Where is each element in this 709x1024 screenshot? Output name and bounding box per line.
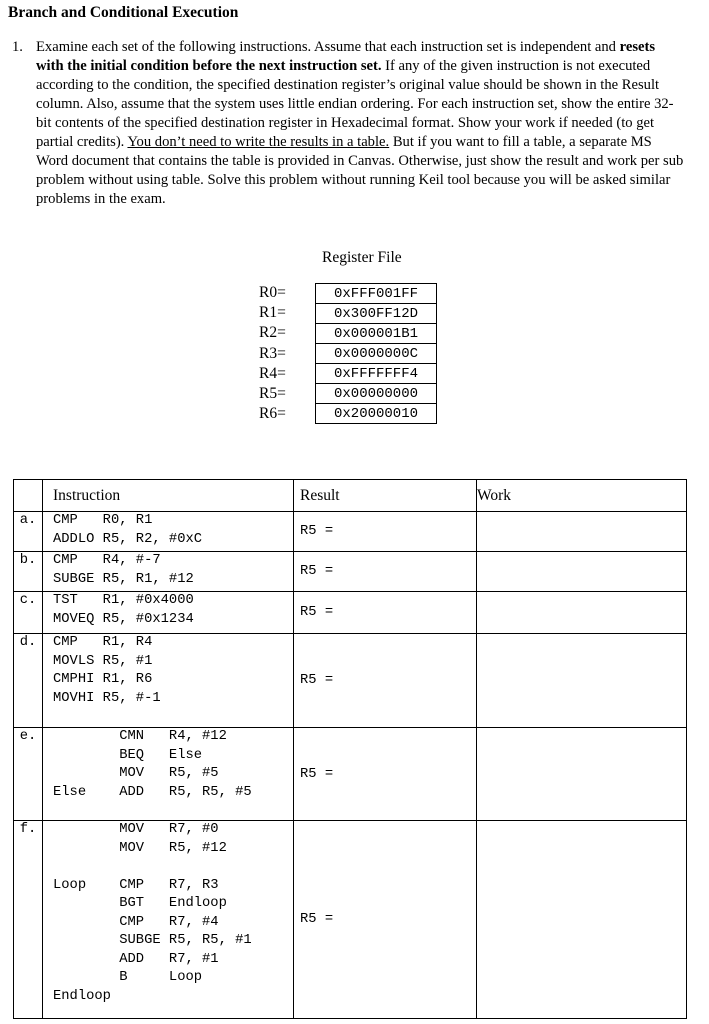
instruction-line: CMP R1, R4 bbox=[53, 635, 153, 650]
register-value: 0x300FF12D bbox=[316, 304, 437, 324]
instruction-line: BGT Endloop bbox=[53, 896, 227, 911]
result-cell bbox=[294, 592, 477, 634]
result-cell bbox=[294, 512, 477, 552]
row-label: e. bbox=[14, 728, 43, 821]
result-cell bbox=[294, 728, 477, 821]
instruction-line: MOVEQ R5, #0x1234 bbox=[53, 611, 194, 627]
question-text-part3: But if you want to fill a table, a separate MS Word document that contains the table is provided in Canvas. Otherwise, just show the result and work per sub problem without using table. Solve this problem without running Keil tool because you will be asked similar problems in the exam. bbox=[36, 134, 684, 207]
register-value: 0x000001B1 bbox=[316, 324, 437, 344]
result-text: R5 = bbox=[300, 564, 334, 579]
header-label-cell bbox=[14, 480, 43, 512]
result-cell bbox=[294, 552, 477, 592]
result-cell bbox=[294, 821, 477, 1019]
result-text: R5 = bbox=[300, 766, 334, 782]
register-label: R5= bbox=[259, 385, 286, 403]
register-row bbox=[316, 384, 437, 404]
instruction-cell bbox=[43, 592, 294, 634]
instruction-line: MOV R5, #12 bbox=[53, 840, 227, 856]
table-row bbox=[14, 634, 687, 728]
instruction-line: SUBGE R5, R5, #1 bbox=[53, 933, 252, 948]
work-cell[interactable] bbox=[477, 821, 687, 1019]
instruction-cell bbox=[43, 728, 294, 821]
register-value: 0x0000000C bbox=[316, 344, 437, 364]
header-work: Work bbox=[477, 480, 687, 512]
instruction-line: CMPHI R1, R6 bbox=[53, 672, 153, 687]
register-label: R2= bbox=[259, 324, 286, 342]
instruction-line: MOVHI R5, #-1 bbox=[53, 690, 161, 706]
work-cell[interactable] bbox=[477, 592, 687, 634]
row-label: d. bbox=[14, 634, 43, 728]
table-row bbox=[14, 728, 687, 821]
table-header-row bbox=[14, 480, 687, 512]
question-text bbox=[36, 38, 684, 209]
instruction-cell bbox=[43, 821, 294, 1019]
page-title: Branch and Conditional Execution bbox=[8, 4, 239, 21]
work-cell[interactable] bbox=[477, 512, 687, 552]
instruction-line: TST R1, #0x4000 bbox=[53, 593, 194, 608]
row-label: f. bbox=[14, 821, 43, 1019]
table-row bbox=[14, 821, 687, 1019]
instruction-line: ADDLO R5, R2, #0xC bbox=[53, 531, 203, 547]
question-text-bold: resets with the initial condition before the next instruction set. bbox=[36, 39, 656, 74]
work-cell[interactable] bbox=[477, 552, 687, 592]
register-row bbox=[316, 344, 437, 364]
instruction-line: SUBGE R5, R1, #12 bbox=[53, 571, 194, 587]
table-row bbox=[14, 552, 687, 592]
register-value: 0x00000000 bbox=[316, 384, 437, 404]
row-label: b. bbox=[14, 552, 43, 592]
result-text: R5 = bbox=[300, 605, 334, 620]
register-row bbox=[316, 404, 437, 424]
register-row bbox=[316, 364, 437, 384]
register-value: 0x20000010 bbox=[316, 404, 437, 424]
result-text: R5 = bbox=[300, 673, 334, 688]
instruction-line: MOV R7, #0 bbox=[53, 822, 219, 837]
register-row bbox=[316, 324, 437, 344]
register-value: 0xFFFFFFF4 bbox=[316, 364, 437, 384]
instruction-cell bbox=[43, 512, 294, 552]
instruction-line: MOV R5, #5 bbox=[53, 766, 219, 781]
row-label: a. bbox=[14, 512, 43, 552]
row-label: c. bbox=[14, 592, 43, 634]
register-row bbox=[316, 284, 437, 304]
instruction-line: CMP R4, #-7 bbox=[53, 553, 161, 568]
register-file-title: Register File bbox=[322, 249, 402, 266]
register-label: R4= bbox=[259, 364, 286, 382]
result-text: R5 = bbox=[300, 912, 334, 927]
register-file-table bbox=[315, 283, 437, 424]
result-text: R5 = bbox=[300, 524, 334, 539]
question-text-part1: Examine each set of the following instructions. Assume that each instruction set is independent and bbox=[36, 39, 620, 55]
question-text-part2: If any of the given instruction is not executed according to the condition, the specified destination register’s original value should be shown in the Result column. Also, assume that the system uses little endian ordering. For each instruction set, show the entire 32-bit contents of the specified destination register in Hexadecimal format. Show your work if needed (to get partial credits). bbox=[36, 58, 674, 150]
instruction-line: Else ADD R5, R5, #5 bbox=[53, 784, 252, 800]
register-row bbox=[316, 304, 437, 324]
register-label: R6= bbox=[259, 405, 286, 423]
instruction-line: Endloop bbox=[53, 988, 111, 1004]
instruction-line: MOVLS R5, #1 bbox=[53, 653, 153, 669]
instruction-line: B Loop bbox=[53, 970, 203, 985]
instruction-cell bbox=[43, 634, 294, 728]
instruction-line: CMP R0, R1 bbox=[53, 513, 153, 528]
instruction-line: ADD R7, #1 bbox=[53, 951, 219, 967]
instruction-line: CMN R4, #12 bbox=[53, 729, 227, 744]
table-row bbox=[14, 592, 687, 634]
register-labels bbox=[259, 283, 286, 424]
instruction-line bbox=[53, 858, 293, 877]
instruction-line: BEQ Else bbox=[53, 747, 203, 763]
table-row bbox=[14, 512, 687, 552]
instruction-line: Loop CMP R7, R3 bbox=[53, 877, 219, 893]
work-cell[interactable] bbox=[477, 634, 687, 728]
work-cell[interactable] bbox=[477, 728, 687, 821]
register-label: R3= bbox=[259, 344, 286, 362]
question-number: 1. bbox=[12, 39, 23, 55]
header-result: Result bbox=[294, 480, 477, 512]
register-label: R1= bbox=[259, 304, 286, 322]
instruction-cell bbox=[43, 552, 294, 592]
instruction-table bbox=[13, 479, 687, 1019]
instruction-line: CMP R7, #4 bbox=[53, 914, 219, 930]
header-instruction: Instruction bbox=[43, 480, 294, 512]
question-text-underline: You don’t need to write the results in a table. bbox=[127, 134, 390, 150]
register-value: 0xFFF001FF bbox=[316, 284, 437, 304]
question-1 bbox=[12, 38, 684, 209]
result-cell bbox=[294, 634, 477, 728]
register-label: R0= bbox=[259, 284, 286, 301]
